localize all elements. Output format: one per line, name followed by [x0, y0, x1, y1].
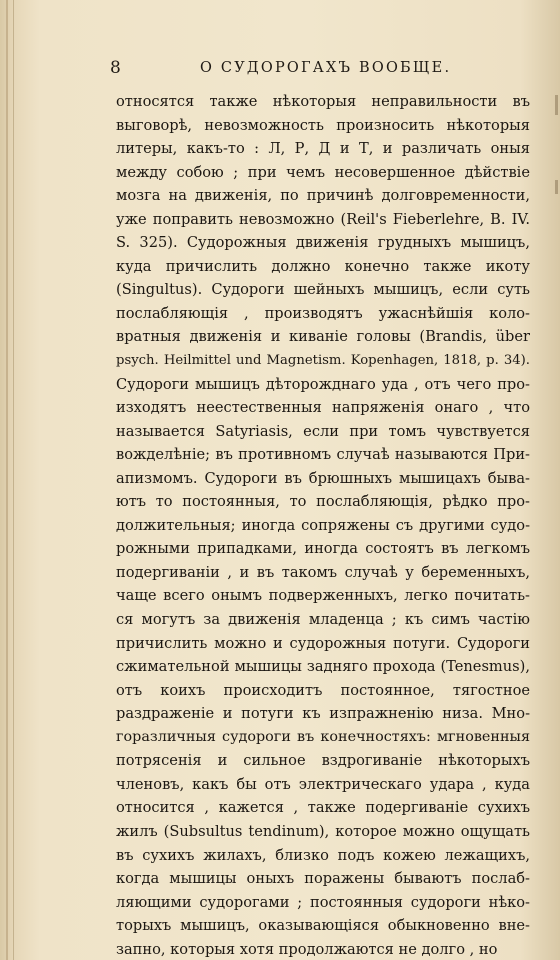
- text-line: въ сухихъ жилахъ, близко подъ кожею лежащихъ,: [116, 846, 530, 864]
- text-line: называется Satyriasis, если при томъ чувствуется: [116, 422, 530, 440]
- text-line: торыхъ мышицъ, оказывающіяся обыкновенно вне-: [116, 917, 530, 935]
- text-line: причислить можно и судорожныя потуги. Судороги: [116, 634, 530, 652]
- text-line: потрясенія и сильное вздрогиваніе нѣкоторыхъ: [116, 752, 530, 770]
- page-gutter-line: [6, 0, 8, 960]
- text-line: выговорѣ, невозможность произносить нѣкоторыя: [116, 116, 530, 134]
- text-line: послабляющія , производятъ ужаснѣйшія коло-: [116, 304, 530, 322]
- text-line: подергиваніи , и въ такомъ случаѣ у беременныхъ,: [116, 563, 530, 581]
- text-line: членовъ, какъ бы отъ электрическаго удара , куда: [116, 775, 530, 793]
- page-number: 8: [110, 58, 122, 78]
- text-line: когда мышицы оныхъ поражены бываютъ послаб-: [116, 870, 530, 888]
- text-line: горазличныя судороги въ конечностяхъ: мгновенныя: [116, 728, 530, 745]
- text-line: рожными припадками, иногда состоятъ въ легкомъ: [116, 540, 530, 558]
- page-edge-mark: [555, 180, 558, 194]
- text-line: куда причислить должно конечно также икоту: [116, 257, 530, 275]
- text-line: раздраженіе и потуги къ изпражненію низа. Мно-: [116, 705, 530, 723]
- text-line: жилъ (Subsultus tendinum), которое можно ощущать: [116, 822, 530, 840]
- text-line: чаще всего онымъ подверженныхъ, легко почитать-: [116, 587, 530, 605]
- text-line: уже поправить невозможно (Reil's Fieberlehre, B. IV.: [116, 210, 530, 228]
- text-line: литеры, какъ-то : Л, Р, Д и Т, и различать оныя: [116, 140, 530, 158]
- running-head: О СУДОРОГАХЪ ВООБЩЕ.: [200, 60, 452, 76]
- text-line: (Singultus). Судороги шейныхъ мышицъ, если суть: [116, 281, 530, 299]
- text-line: между собою ; при чемъ несовершенное дѣйствіе: [116, 163, 530, 181]
- page-edge-mark: [555, 95, 558, 115]
- text-line: мозга на движенія, по причинѣ долговременности,: [116, 187, 530, 205]
- text-line: отъ коихъ происходитъ постоянное, тягостное: [116, 681, 530, 699]
- page-gutter-line-inner: [13, 0, 14, 960]
- text-line: Судороги мышицъ дѣторожднаго уда , отъ чего про-: [116, 375, 530, 393]
- body-text: [116, 90, 530, 960]
- text-line: изходятъ неестественныя напряженія онаго , что: [116, 399, 530, 417]
- text-line: вратныя движенія и киваніе головы (Brandis, über: [116, 328, 530, 346]
- text-line: S. 325). Судорожныя движенія грудныхъ мышицъ,: [116, 234, 530, 252]
- text-line: должительныя; иногда сопряжены съ другими судо-: [116, 516, 530, 534]
- text-line: сжимательной мышицы задняго прохода (Tenesmus),: [116, 658, 530, 676]
- page-header: [110, 58, 510, 82]
- text-line: psych. Heilmittel und Magnetism. Kopenhagen, 1818, p. 34).: [116, 353, 530, 369]
- text-line: ляющими судорогами ; постоянныя судороги нѣко-: [116, 893, 530, 911]
- text-line: ютъ то постоянныя, то послабляющія, рѣдко про-: [116, 493, 530, 511]
- text-line: вожделѣніе; въ противномъ случаѣ называются При-: [116, 446, 530, 464]
- text-line: ся могутъ за движенія младенца ; къ симъ частію: [116, 611, 530, 629]
- text-line: относится , кажется , также подергиваніе сухихъ: [116, 799, 530, 817]
- text-line: апизмомъ. Судороги въ брюшныхъ мышицахъ быва-: [116, 469, 530, 487]
- text-line: относятся также нѣкоторыя неправильности въ: [116, 93, 530, 110]
- text-line: запно, которыя хотя продолжаются не долго , но: [116, 940, 498, 958]
